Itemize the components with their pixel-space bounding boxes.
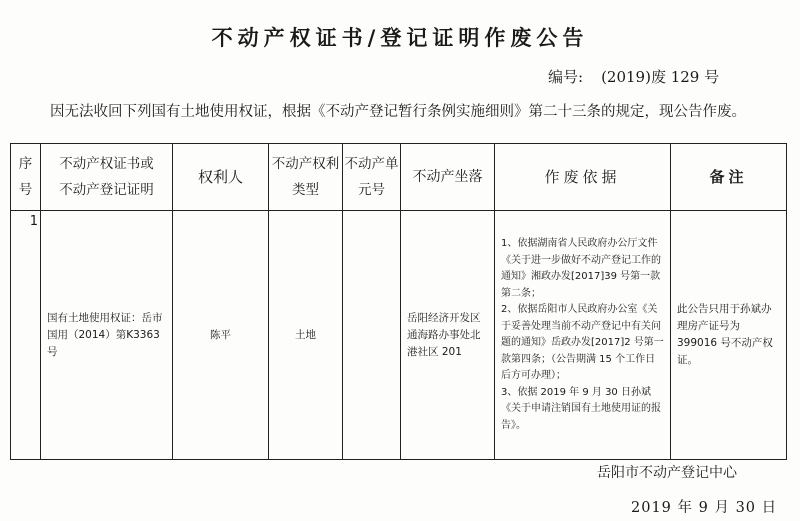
basis-item-3: 3、依据 2019 年 9 月 30 日孙斌《关于申请注销国有土地使用证的报告》。	[501, 386, 661, 431]
header-certificate-line-2: 不动产登记证明	[59, 182, 154, 198]
table-row	[11, 211, 787, 460]
header-holder: 权利人	[173, 144, 269, 211]
header-seq	[11, 144, 41, 211]
intro-paragraph: 因无法收回下列国有土地使用权证，根据《不动产登记暂行条例实施细则》第二十三条的规定，现公告作废。	[50, 104, 746, 120]
header-certificate	[41, 144, 173, 211]
row-seq: 1	[11, 211, 41, 460]
issue-date: 2019 年 9 月 30 日	[631, 500, 778, 516]
header-seq-line-1: 序	[18, 156, 33, 172]
row-location: 岳阳经济开发区通海路办事处北港社区 201	[401, 211, 495, 460]
basis-item-2: 2、依据岳阳市人民政府办公室《关于妥善处理当前不动产登记中有关问题的通知》岳政办发[2017]2 号第一款第四条；（公告期满 15 个工作日后方可办理）；	[501, 304, 664, 381]
header-unit-number-line-1: 不动产单	[344, 156, 399, 172]
header-certificate-line-1: 不动产权证书或	[59, 156, 154, 172]
document-number	[548, 66, 719, 87]
row-remark: 此公告只用于孙斌办理房产证号为 399016 号不动产权证。	[671, 211, 787, 460]
header-basis: 作废依据	[495, 144, 671, 211]
basis-item-1: 1、依据湖南省人民政府办公厅文件《关于进一步做好不动产登记工作的通知》湘政办发[2017]39 号第一款第二条；	[501, 238, 661, 299]
header-right-type	[269, 144, 343, 211]
header-right-type-line-1: 不动产权利	[271, 156, 340, 172]
header-location: 不动产坐落	[401, 144, 495, 211]
header-unit-number-line-2: 元号	[358, 182, 385, 198]
document-number-label: 编号:	[548, 68, 584, 86]
row-right-type: 土地	[269, 211, 343, 460]
notice-title: 不动产权证书/登记证明作废公告	[211, 26, 589, 50]
header-seq-line-2: 号	[18, 182, 33, 198]
document-number-value: (2019)废 129 号	[601, 68, 720, 86]
row-certificate: 国有土地使用权证：岳市国用（2014）第K3363 号	[41, 211, 173, 460]
table-header-row	[11, 144, 787, 211]
header-unit-number	[343, 144, 401, 211]
row-basis	[495, 211, 671, 460]
void-certificate-table	[10, 143, 787, 460]
header-right-type-line-2: 类型	[292, 182, 319, 198]
issuing-authority: 岳阳市不动产登记中心	[597, 465, 737, 481]
row-unit-number	[343, 211, 401, 460]
header-remark: 备注	[671, 144, 787, 211]
row-holder: 陈平	[173, 211, 269, 460]
